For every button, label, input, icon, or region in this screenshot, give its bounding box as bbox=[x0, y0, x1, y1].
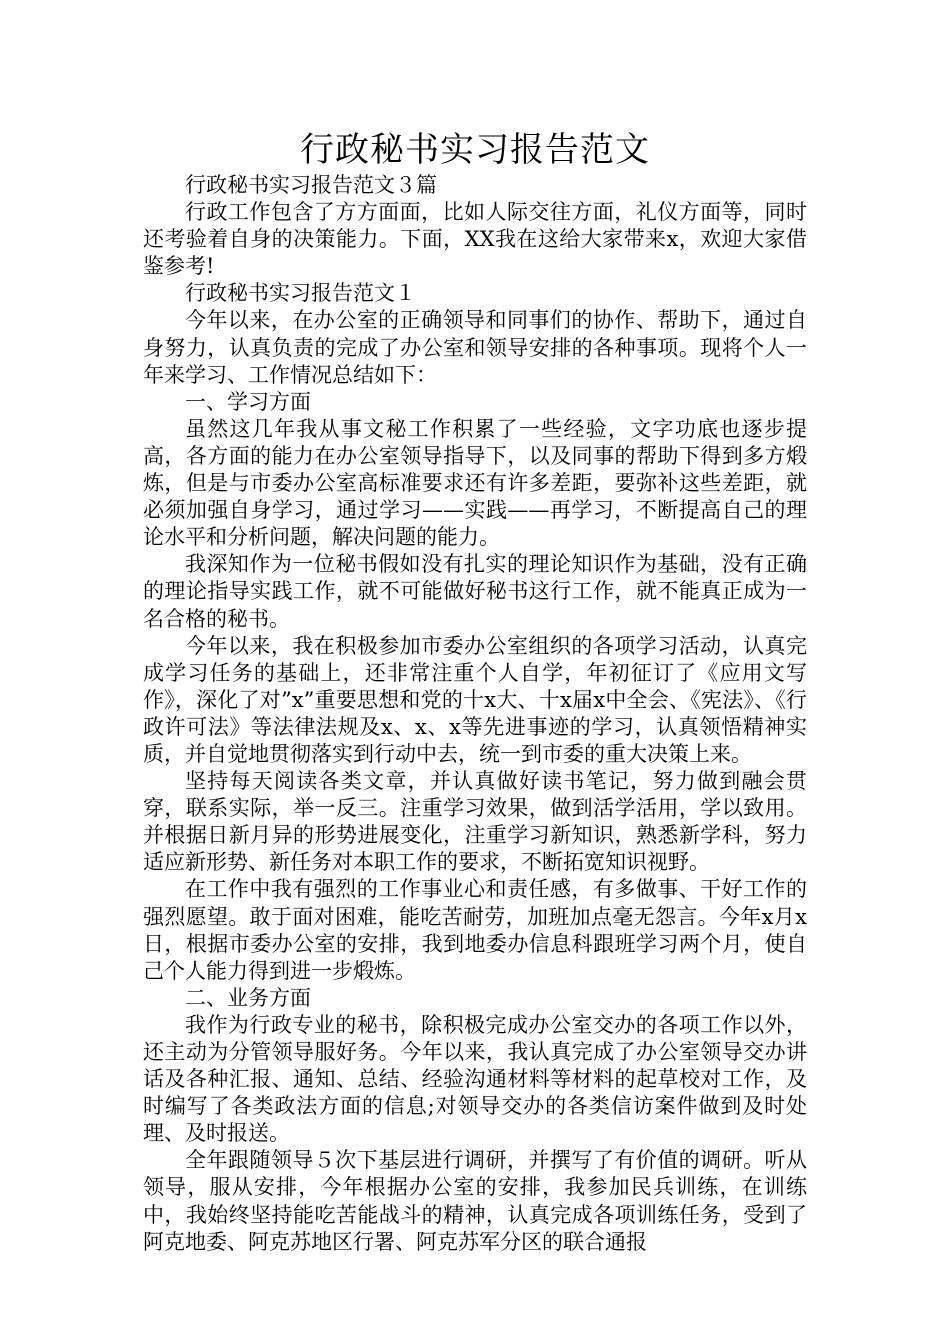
paragraph: 在工作中我有强烈的工作事业心和责任感，有多做事、干好工作的强烈愿望。敢于面对困难，能吃苦耐劳，加班加点毫无怨言。今年x月x日，根据市委办公室的安排，我到地委办信息科跟班学习两个月，使自己个人能力得到进一步煅炼。 bbox=[143, 877, 807, 983]
paragraph-section-title: 行政秘书实习报告范文１ bbox=[185, 281, 416, 306]
document-title: 行政秘书实习报告范文 bbox=[300, 130, 650, 170]
document-body bbox=[143, 172, 807, 1256]
paragraph-subtitle: 行政秘书实习报告范文３篇 bbox=[185, 173, 437, 197]
paragraph: 今年以来，我在积极参加市委办公室组织的各项学习活动，认真完成学习任务的基础上，还非常注重个人自学，年初征订了《应用文写作》，深化了对”x”重要思想和党的十x大、十x届x中全会、《宪法》、《行政许可法》等法律法规及x、x、x等先进事迹的学习，认真领悟精神实质，并自觉地贯彻落实到行动中去，统一到市委的重大决策上来。 bbox=[143, 633, 807, 766]
paragraph: 我深知作为一位秘书假如没有扎实的理论知识作为基础，没有正确的理论指导实践工作，就不可能做好秘书这行工作，就不能真正成为一名合格的秘书。 bbox=[143, 552, 807, 631]
paragraph: 坚持每天阅读各类文章，并认真做好读书笔记，努力做到融会贯穿，联系实际，举一反三。注重学习效果，做到活学活用，学以致用。并根据日新月异的形势进展变化，注重学习新知识，熟悉新学科，努力适应新形势、新任务对本职工作的要求，不断拓宽知识视野。 bbox=[143, 769, 807, 875]
paragraph: 今年以来，在办公室的正确领导和同事们的协作、帮助下，通过自身努力，认真负责的完成了办公室和领导安排的各种事项。现将个人一年来学习、工作情况总结如下： bbox=[143, 308, 807, 387]
paragraph: 我作为行政专业的秘书，除积极完成办公室交办的各项工作以外，还主动为分管领导服好务。今年以来，我认真完成了办公室领导交办讲话及各种汇报、通知、总结、经验沟通材料等材料的起草校对工作，及时编写了各类政法方面的信息;对领导交办的各类信访案件做到及时处理、及时报送。 bbox=[143, 1012, 807, 1146]
section-heading: 一、学习方面 bbox=[185, 389, 311, 414]
paragraph-intro: 行政工作包含了方方面面，比如人际交往方面，礼仪方面等，同时还考验着自身的决策能力。下面，XX我在这给大家带来x，欢迎大家借鉴参考! bbox=[143, 200, 807, 279]
paragraph: 虽然这几年我从事文秘工作积累了一些经验，文字功底也逐步提高，各方面的能力在办公室领导指导下，以及同事的帮助下得到多方煅炼，但是与市委办公室高标准要求还有许多差距，要弥补这些差距，就必须加强自身学习，通过学习——实践——再学习，不断提高自己的理论水平和分析问题，解决问题的能力。 bbox=[143, 416, 807, 550]
paragraph: 全年跟随领导５次下基层进行调研，并撰写了有价值的调研。听从领导，服从安排，今年根据办公室的安排，我参加民兵训练，在训练中，我始终坚持能吃苦能战斗的精神，认真完成各项训练任务，受到了阿克地委、阿克苏地区行署、阿克苏军分区的联合通报 bbox=[143, 1148, 807, 1254]
section-heading: 二、业务方面 bbox=[185, 985, 311, 1010]
